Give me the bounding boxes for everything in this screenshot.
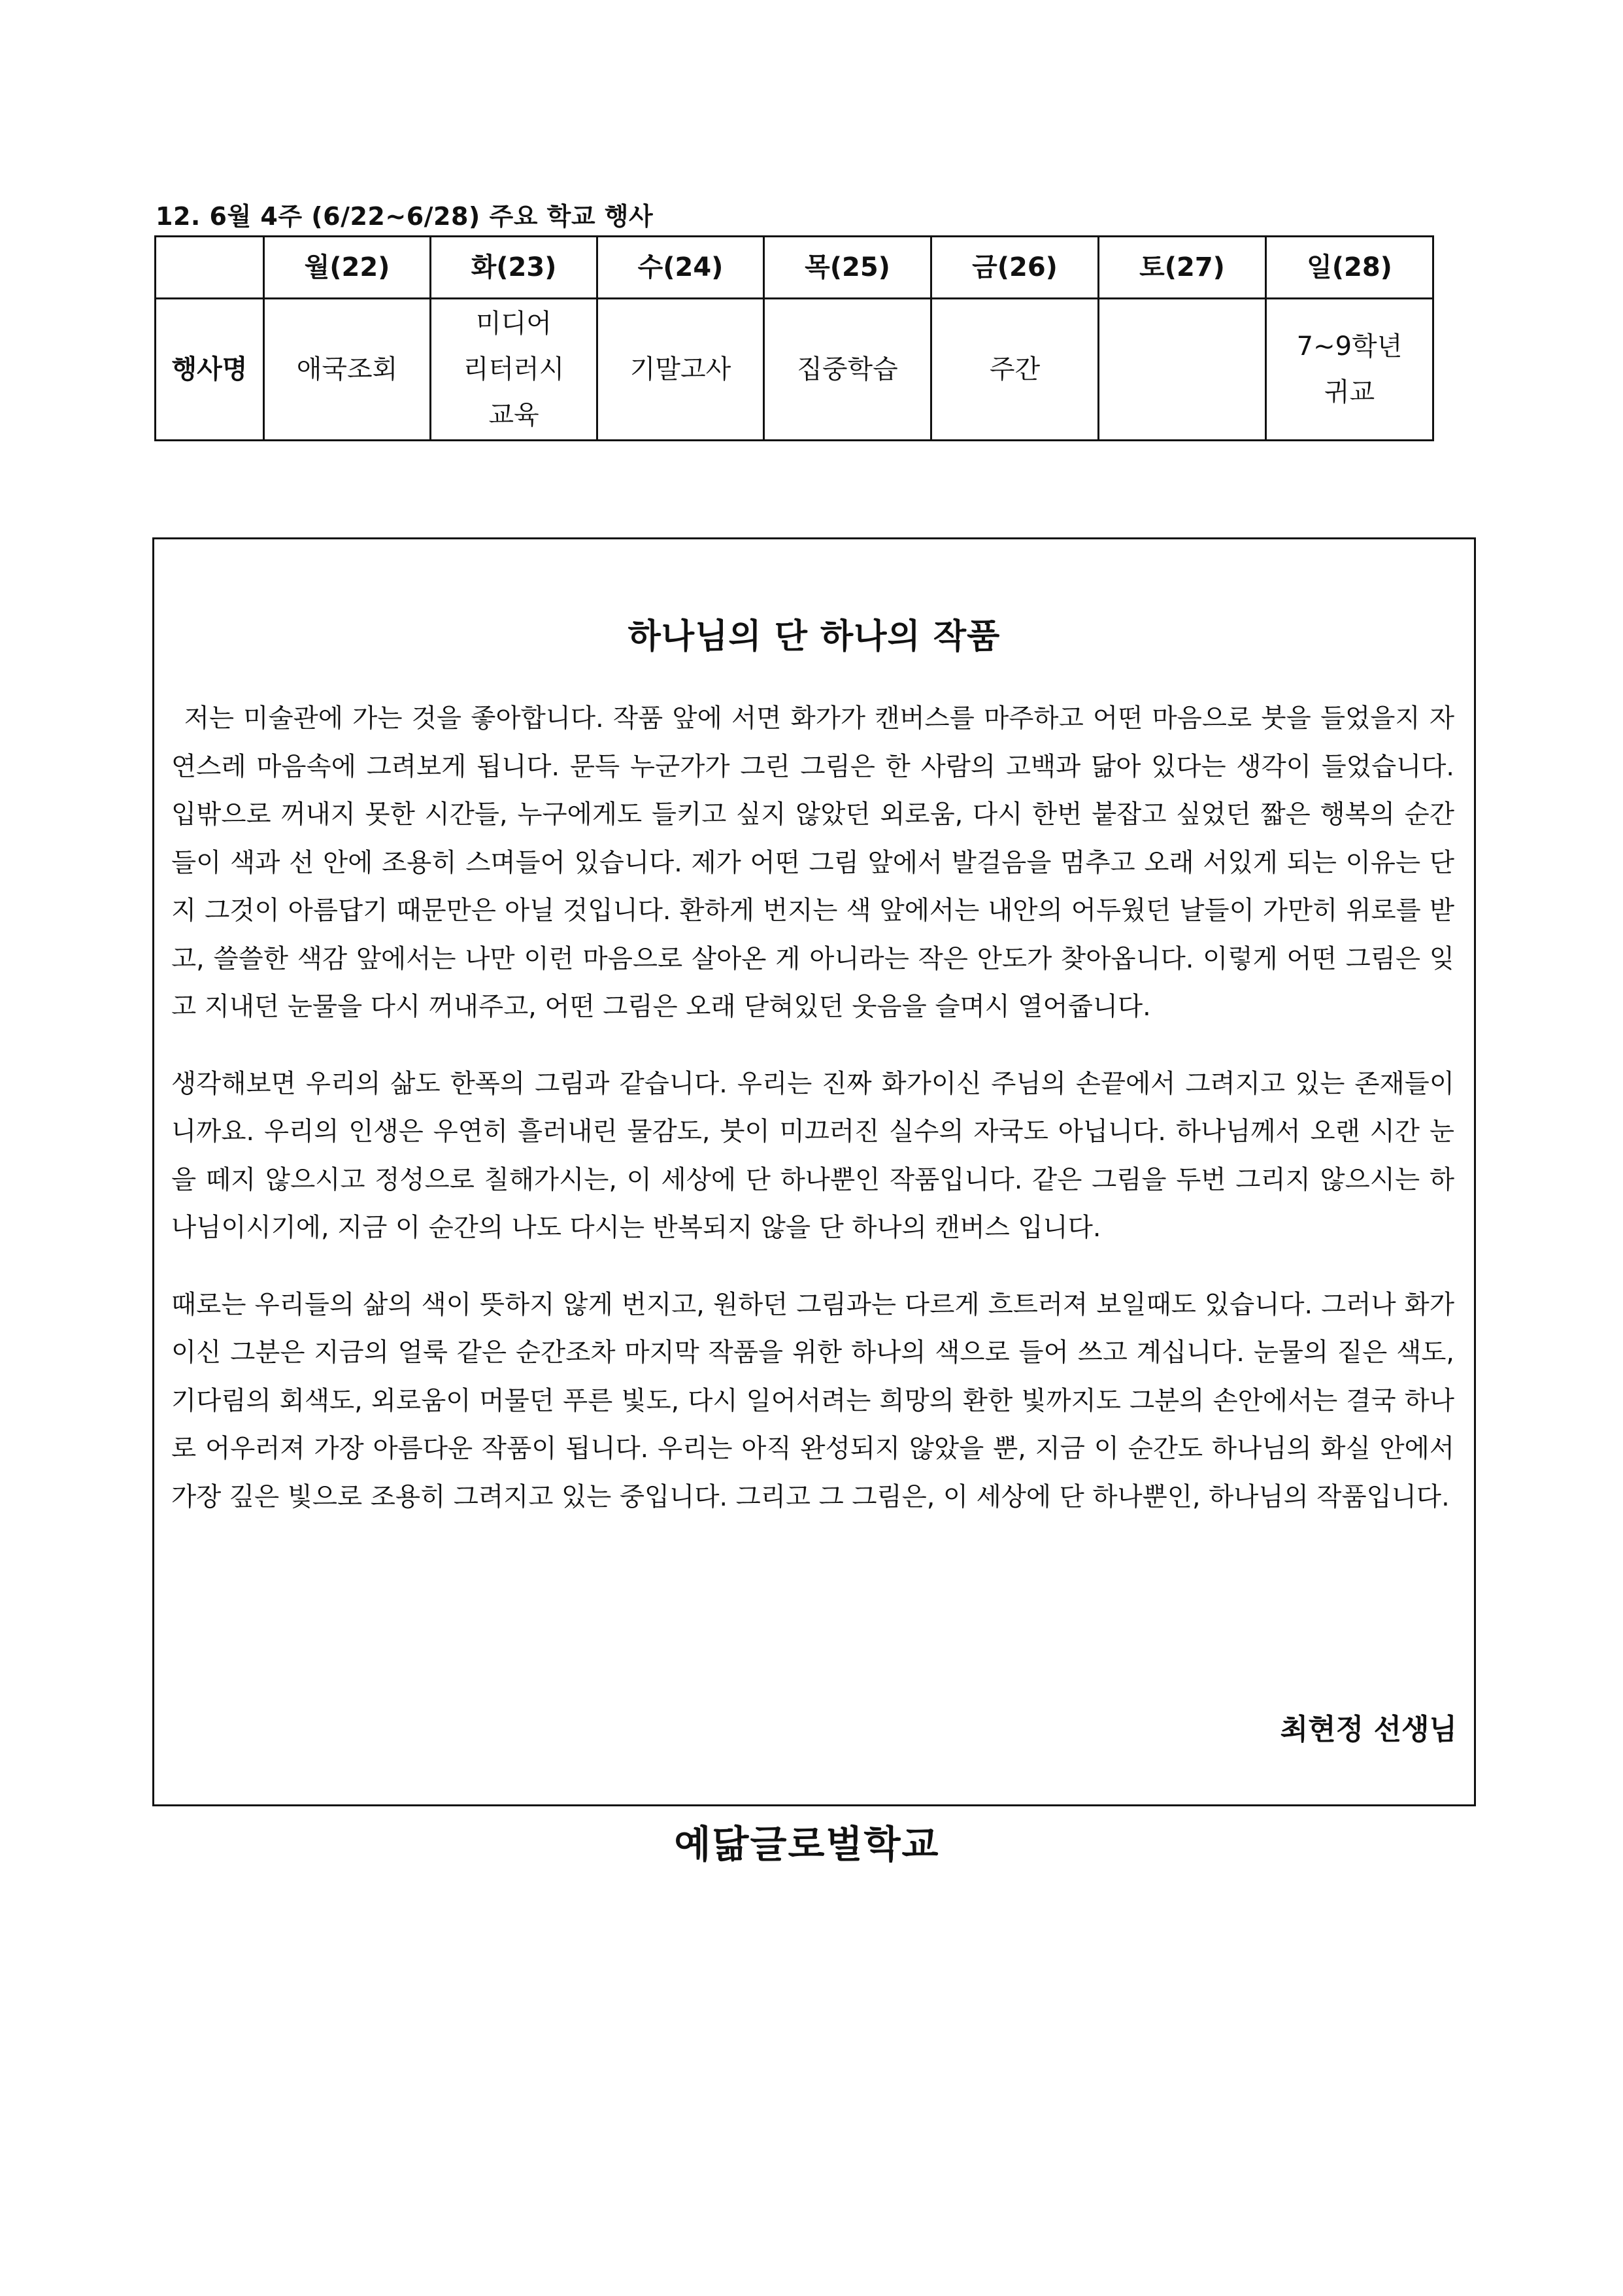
day-header-sun: 일(28) (1266, 237, 1433, 299)
essay-signature: 최현정 선생님 (1280, 1713, 1457, 1746)
event-text-mon: 애국조회 (296, 354, 398, 384)
event-cell-wed (597, 299, 764, 441)
day-header-wed: 수(24) (597, 237, 764, 299)
essay-body (171, 695, 1454, 1550)
essay-box (152, 537, 1476, 1806)
essay-paragraph-2: 생각해보면 우리의 삶도 한폭의 그림과 같습니다. 우리는 진짜 화가이신 주님의 손끝에서 그려지고 있는 존재들이니까요. 우리의 인생은 우연히 흘러내린 물감도, 붓이 미끄러진 실수의 자국도 아닙니다. 하나님께서 오랜 시간 눈을 떼지 않으시고 정성으로 칠해가시는, 이 세상에 단 하나뿐인 작품입니다. 같은 그림을 두번 그리지 않으시는 하나님이시기에, 지금 이 순간의 나도 다시는 반복되지 않을 단 하나의 캔버스 입니다. (171, 1068, 1454, 1243)
event-text-wed: 기말고사 (629, 354, 731, 384)
school-name: 예닮글로벌학교 (674, 1822, 940, 1866)
day-header-tue: 화(23) (431, 237, 597, 299)
event-cell-sat (1099, 299, 1266, 441)
essay-title: 하나님의 단 하나의 작품 (627, 617, 1001, 656)
schedule-header-row (156, 237, 1433, 299)
schedule-corner-cell (156, 237, 264, 299)
event-cell-sun (1266, 299, 1433, 441)
essay-paragraph-3: 때로는 우리들의 삶의 색이 뜻하지 않게 번지고, 원하던 그림과는 다르게 흐트러져 보일때도 있습니다. 그러나 화가이신 그분은 지금의 얼룩 같은 순간조차 마지막 작품을 위한 하나의 색으로 들어 쓰고 계십니다. 눈물의 짙은 색도, 기다림의 회색도, 외로움이 머물던 푸른 빛도, 다시 일어서려는 희망의 환한 빛까지도 그분의 손안에서는 결국 하나로 어우러져 가장 아름다운 작품이 됩니다. 우리는 아직 완성되지 않았을 뿐, 지금 이 순간도 하나님의 화실 안에서 가장 깊은 빛으로 조용히 그려지고 있는 중입니다. 그리고 그 그림은, 이 세상에 단 하나뿐인, 하나님의 작품입니다. (171, 1289, 1454, 1512)
day-header-fri: 금(26) (931, 237, 1099, 299)
essay-paragraph-1: 저는 미술관에 가는 것을 좋아합니다. 작품 앞에 서면 화가가 캔버스를 마주하고 어떤 마음으로 붓을 들었을지 자연스레 마음속에 그려보게 됩니다. 문득 누군가가 그린 그림은 한 사람의 고백과 닮아 있다는 생각이 들었습니다. 입밖으로 꺼내지 못한 시간들, 누구에게도 들키고 싶지 않았던 외로움, 다시 한번 붙잡고 싶었던 짧은 행복의 순간들이 색과 선 안에 조용히 스며들어 있습니다. 제가 어떤 그림 앞에서 발걸음을 멈추고 오래 서있게 되는 이유는 단지 그것이 아름답기 때문만은 아닐 것입니다. 환하게 번지는 색 앞에서는 내안의 어두웠던 날들이 가만히 위로를 받고, 쓸쓸한 색감 앞에서는 나만 이런 마음으로 살아온 게 아니라는 작은 안도가 찾아옵니다. 이렇게 어떤 그림은 잊고 지내던 눈물을 다시 꺼내주고, 어떤 그림은 오래 닫혀있던 웃음을 슬며시 열어줍니다. (171, 703, 1454, 1022)
schedule-event-row (156, 299, 1433, 441)
event-cell-fri (931, 299, 1099, 441)
event-text-sun: 7~9학년 귀교 (1296, 331, 1403, 407)
day-header-mon: 월(22) (264, 237, 431, 299)
event-text-fri: 주간 (989, 354, 1041, 384)
event-cell-mon (264, 299, 431, 441)
event-cell-thu (764, 299, 931, 441)
schedule-heading: 12. 6월 4주 (6/22~6/28) 주요 학교 행사 (156, 202, 654, 231)
event-text-tue: 미디어 리터러시 교육 (463, 309, 565, 430)
schedule-table (154, 235, 1434, 441)
event-cell-tue (431, 299, 597, 441)
day-header-thu: 목(25) (764, 237, 931, 299)
event-row-label: 행사명 (156, 299, 264, 441)
day-header-sat: 토(27) (1099, 237, 1266, 299)
event-text-thu: 집중학습 (797, 354, 898, 384)
